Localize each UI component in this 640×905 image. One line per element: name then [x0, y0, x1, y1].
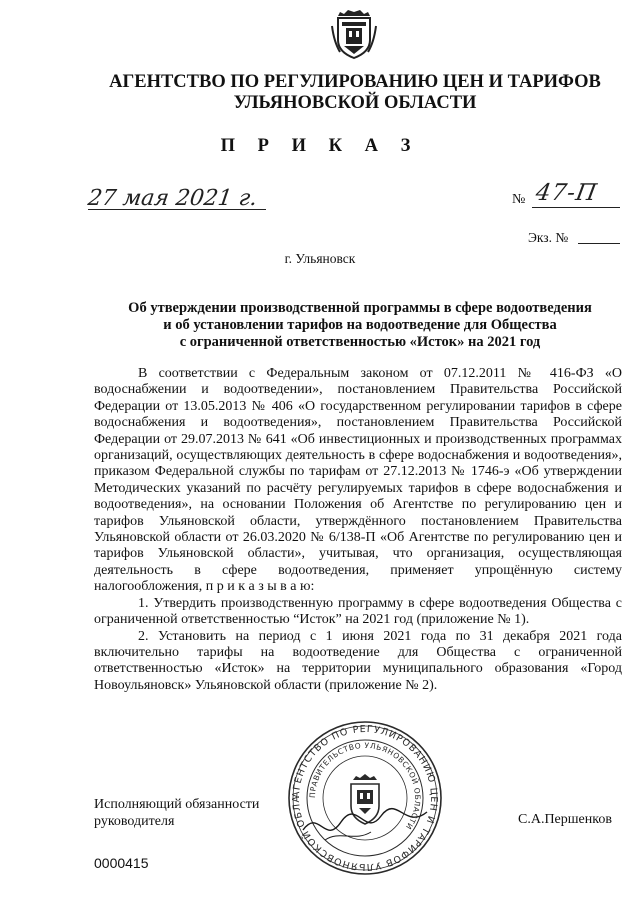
date-underline	[88, 209, 266, 210]
copy-number-label: Экз. №	[528, 230, 569, 245]
signatory-name: С.А.Першенков	[518, 812, 612, 827]
stamp-ring-text: АГЕНТСТВО ПО РЕГУЛИРОВАНИЮ ЦЕН И ТАРИФОВ УЛЬЯНОВСКОЙ ОБЛА	[290, 723, 440, 873]
stamp-inner-text: ПРАВИТЕЛЬСТВО УЛЬЯНОВСКОЙ ОБЛАСТИ	[307, 740, 423, 832]
clause-2-paragraph: 2. Установить на период с 1 июня 2021 года по 31 декабря 2021 года включительно тарифы на водоотведение для Общества с ограниченной ответственностью «Исток» на территории муниципального образования «Город Новоульяновск» Ульяновской области (приложение № 2).	[94, 628, 622, 693]
order-subject	[80, 300, 640, 351]
subject-line1: Об утверждении производственной программы в сфере водоотведения	[128, 300, 592, 316]
handwritten-number: 47-П	[533, 180, 600, 206]
document-serial-number: 0000415	[94, 855, 149, 871]
number-label: №	[512, 192, 526, 207]
clause-1-paragraph: 1. Утвердить производственную программу в сфере водоотведения Общества с ограниченной ответственностью “Исток” на 2021 год (приложение № 1).	[94, 595, 622, 628]
preamble-paragraph: В соответствии с Федеральным законом от 07.12.2011 № 416-ФЗ «О водоснабжении и водоотведении», постановлением Правительства Российской Федерации от 13.05.2013 № 406 «О государственном регулировании тарифов в сфере водоснабжения и водоотведения», постановлением Правительства Российской Федерации от 29.07.2013 № 641 «Об инвестиционных и производственных программах организаций, осуществляющих деятельность в сфере водоснабжения и водоотведения», приказом Федеральной службы по тарифам от 27.12.2013 № 1746-э «Об утверждении Методических указаний по расчёту регулируемых тарифов в сфере водоснабжения и водоотведения», на основании Положения об Агентстве по регулированию цен и тарифов Ульяновской области, утверждённого постановлением Правительства Ульяновской области от 26.03.2020 № 6/138-П «Об Агентстве по регулированию цен и тарифов Ульяновской области», учитывая, что организация, осуществляющая деятельность в сфере водоотведения, применяет упрощённую систему налогообложения, п р и к а з ы в а ю:	[94, 366, 622, 595]
agency-name-line2: УЛЬЯНОВСКОЙ ОБЛАСТИ	[233, 93, 477, 113]
signatory-position-line1: Исполняющий обязанности	[94, 797, 260, 812]
document-type-title: П Р И К А З	[220, 136, 420, 156]
copy-number-blank	[578, 243, 620, 244]
signatory-position-line2: руководителя	[94, 814, 175, 829]
city-name: г. Ульяновск	[284, 251, 356, 266]
number-underline	[532, 207, 620, 208]
handwritten-date: 27 мая 2021 г.	[86, 186, 259, 211]
subject-line3: с ограниченной ответственностью «Исток» на 2021 год	[179, 334, 541, 350]
order-body	[94, 366, 622, 694]
subject-line2: и об установлении тарифов на водоотведение для Общества	[163, 317, 557, 333]
signatory-position	[94, 796, 259, 830]
stamp-emblem-icon	[351, 774, 379, 824]
agency-name	[60, 72, 640, 114]
official-stamp	[285, 718, 445, 878]
ulyanovsk-coat-of-arms-icon	[330, 6, 378, 62]
agency-name-line1: АГЕНТСТВО ПО РЕГУЛИРОВАНИЮ ЦЕН И ТАРИФОВ	[109, 72, 601, 92]
